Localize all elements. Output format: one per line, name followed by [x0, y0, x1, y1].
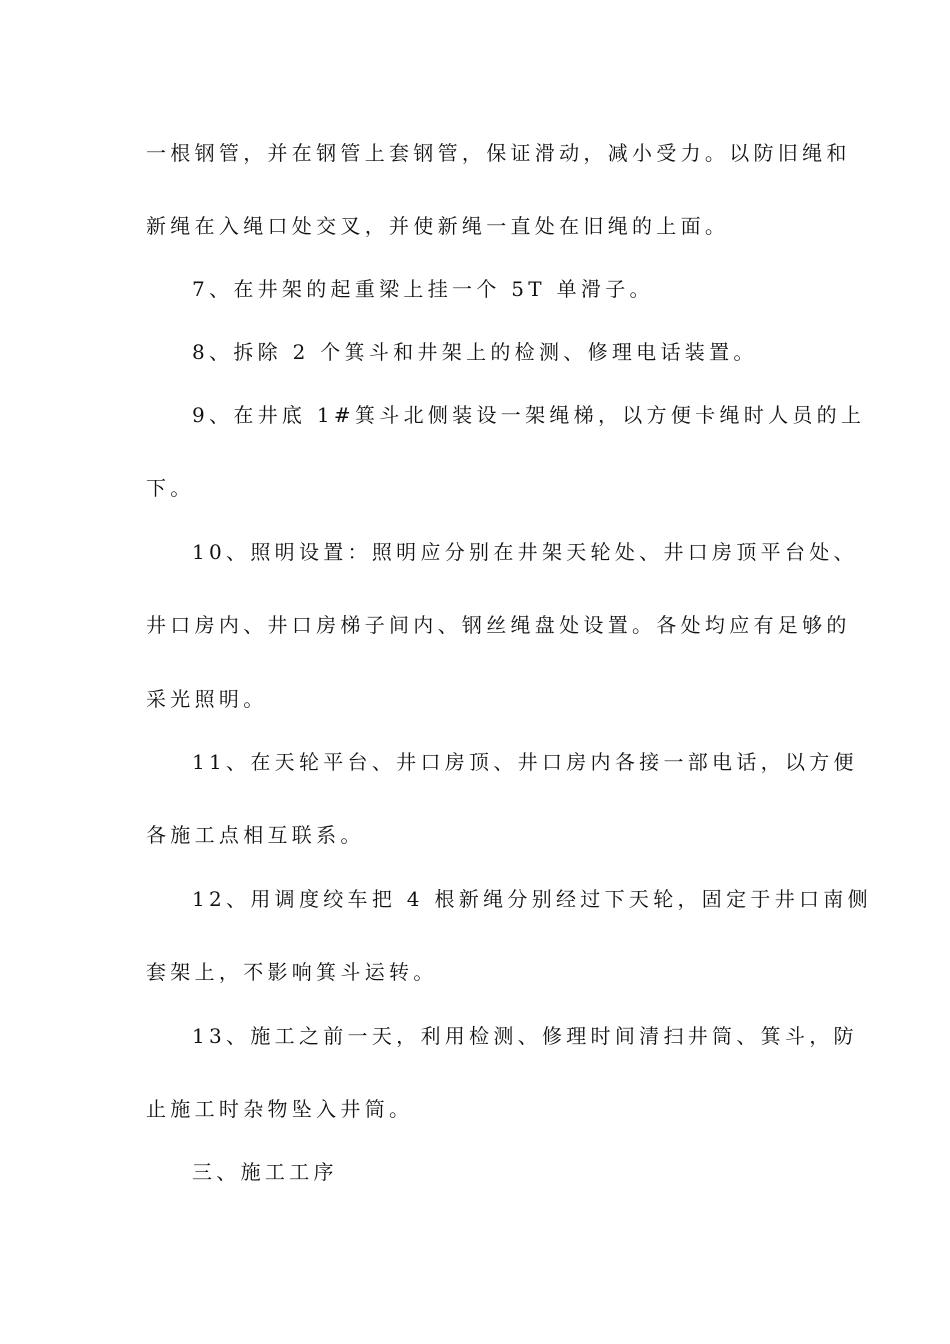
- text-line-2: 新绳在入绳口处交叉，并使新绳一直处在旧绳的上面。: [146, 214, 730, 238]
- text-line-6: 下。: [146, 476, 195, 500]
- text-line-15: 止施工时杂物坠入井筒。: [146, 1097, 414, 1121]
- text-line-9: 采光照明。: [146, 687, 268, 711]
- text-line-1: 一根钢管，并在钢管上套钢管，保证滑动，减小受力。以防旧绳和: [146, 141, 851, 165]
- text-line-5: 9、在井底 1#箕斗北侧装设一架绳梯，以方便卡绳时人员的上: [192, 403, 866, 427]
- section-heading: 三、施工工序: [192, 1160, 338, 1184]
- text-line-7: 10、照明设置：照明应分别在井架天轮处、井口房顶平台处、: [192, 540, 858, 564]
- text-line-4: 8、拆除 2 个箕斗和井架上的检测、修理电话装置。: [192, 340, 758, 364]
- text-line-12: 12、用调度绞车把 4 根新绳分别经过下天轮，固定于井口南侧: [192, 887, 872, 911]
- text-line-3: 7、在井架的起重梁上挂一个 5T 单滑子。: [192, 277, 654, 301]
- text-line-10: 11、在天轮平台、井口房顶、井口房内各接一部电话，以方便: [192, 750, 858, 774]
- text-line-8: 井口房内、井口房梯子间内、钢丝绳盘处设置。各处均应有足够的: [146, 613, 851, 637]
- text-line-14: 13、施工之前一天，利用检测、修理时间清扫井筒、箕斗，防: [192, 1024, 858, 1048]
- text-line-13: 套架上，不影响箕斗运转。: [146, 960, 438, 984]
- text-line-11: 各施工点相互联系。: [146, 823, 365, 847]
